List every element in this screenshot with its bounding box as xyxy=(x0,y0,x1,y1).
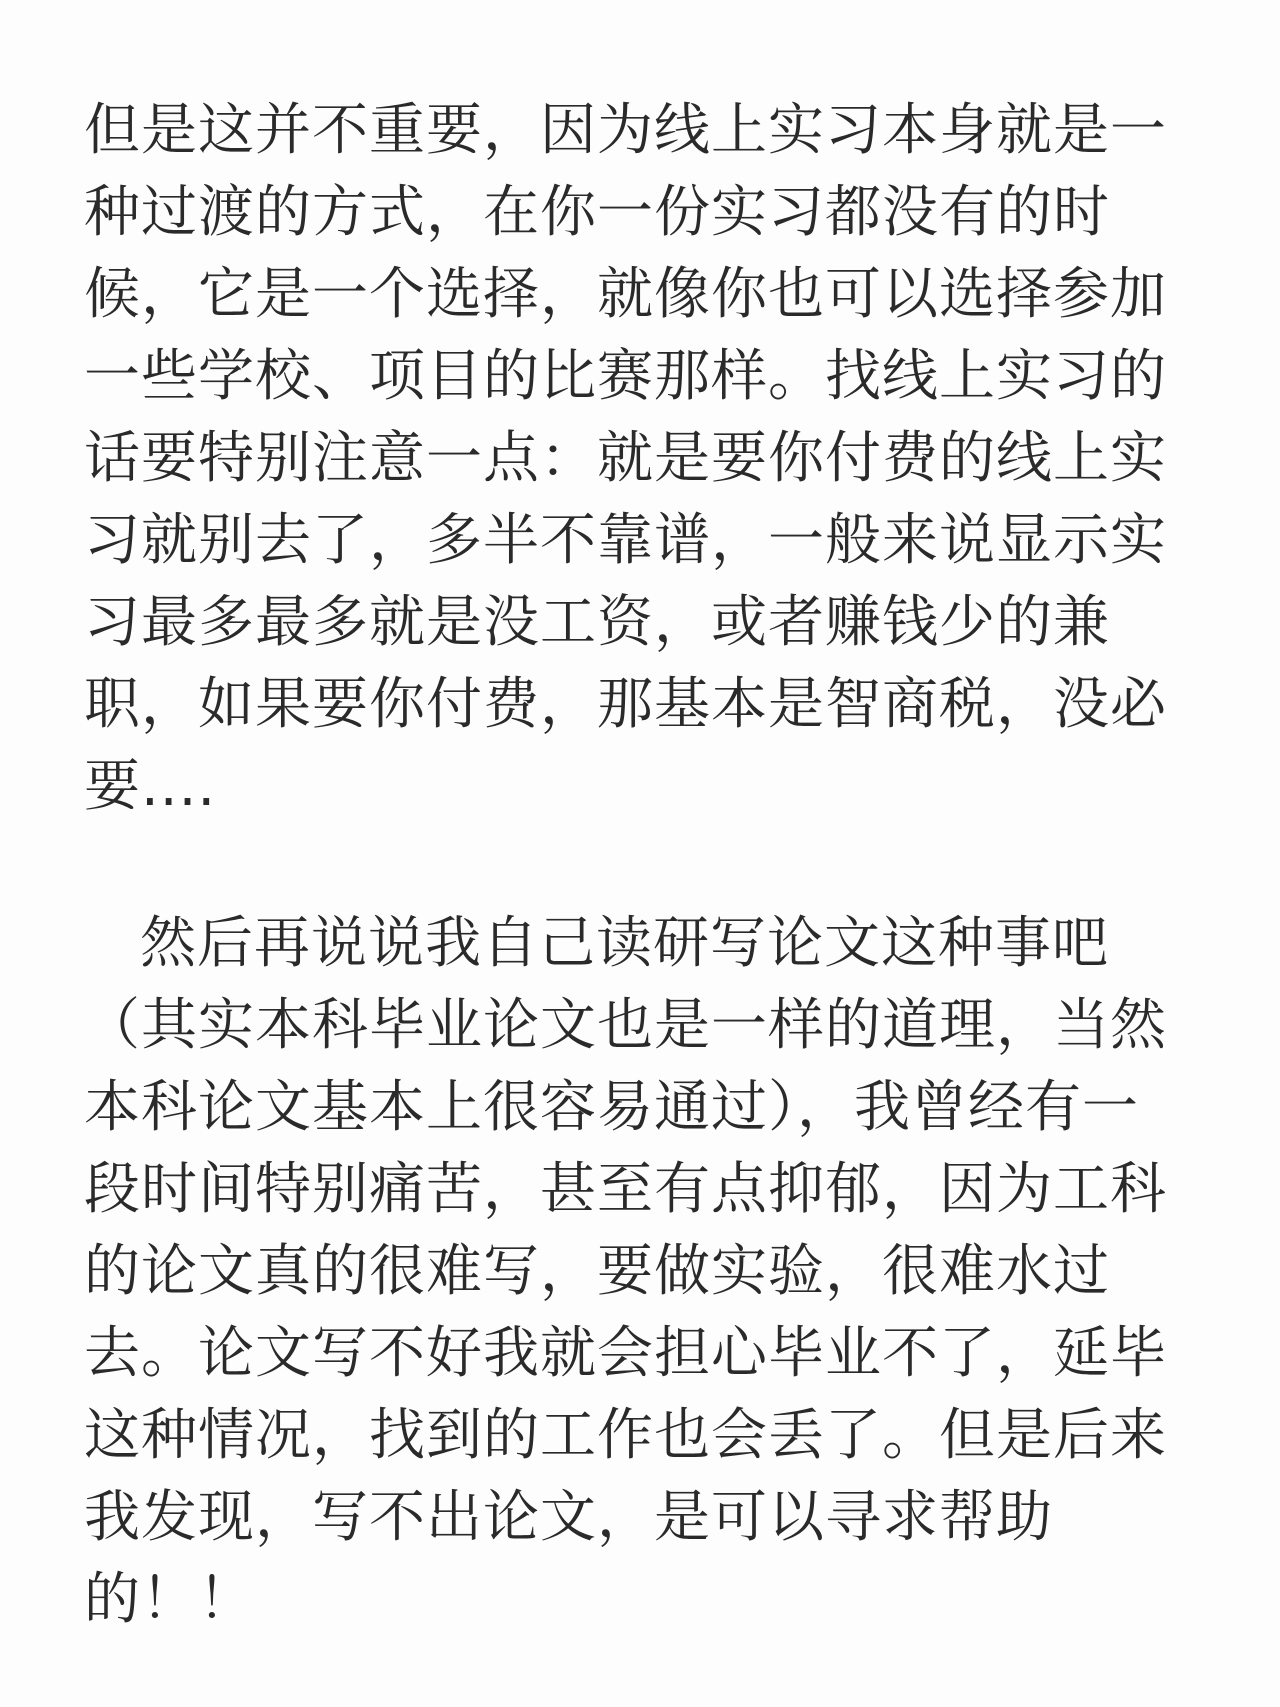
text-line: 的！！ xyxy=(84,1567,255,1632)
text-line: 习就别去了，多半不靠谱，一般来说显示实 xyxy=(84,508,1167,573)
paragraph-thesis-writing xyxy=(84,903,1200,1641)
text-line: 段时间特别痛苦，甚至有点抑郁，因为工科 xyxy=(84,1157,1167,1222)
text-line: 一些学校、项目的比赛那样。找线上实习的 xyxy=(84,344,1167,409)
text-line: 要.... xyxy=(84,754,217,819)
text-line: 话要特别注意一点：就是要你付费的线上实 xyxy=(84,426,1167,491)
text-line: （其实本科毕业论文也是一样的道理，当然 xyxy=(84,993,1167,1058)
text-line: 本科论文基本上很容易通过），我曾经有一 xyxy=(84,1075,1139,1140)
text-line: 的论文真的很难写，要做实验，很难水过 xyxy=(84,1239,1110,1304)
text-line: 职，如果要你付费，那基本是智商税，没必 xyxy=(84,672,1167,737)
text-line: 习最多最多就是没工资，或者赚钱少的兼 xyxy=(84,590,1110,655)
text-line: 去。论文写不好我就会担心毕业不了，延毕 xyxy=(84,1321,1167,1386)
text-line: 但是这并不重要，因为线上实习本身就是一 xyxy=(84,98,1167,163)
text-line: 这种情况，找到的工作也会丢了。但是后来 xyxy=(84,1403,1167,1468)
paragraph-online-internship xyxy=(84,90,1200,828)
text-line: 候，它是一个选择，就像你也可以选择参加 xyxy=(84,262,1167,327)
text-line: 然后再说说我自己读研写论文这种事吧 xyxy=(140,911,1109,976)
text-line: 种过渡的方式，在你一份实习都没有的时 xyxy=(84,180,1110,245)
text-line: 我发现，写不出论文，是可以寻求帮助 xyxy=(84,1485,1053,1550)
